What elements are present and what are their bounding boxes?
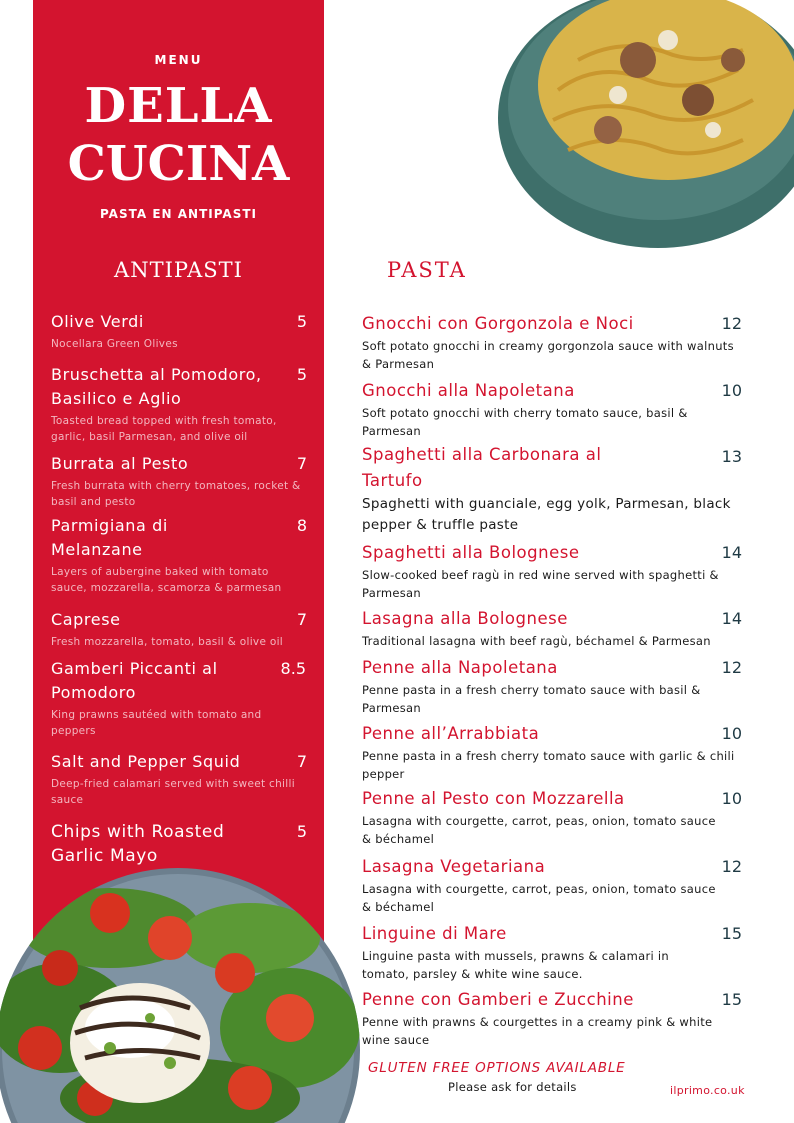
pasta-item-desc: Soft potato gnocchi with cherry tomato sauce, basil & Parmesan	[362, 406, 688, 438]
antipasti-item	[51, 820, 307, 870]
antipasti-item-price: 8	[296, 516, 307, 535]
pasta-item-name: Spaghetti alla Bolognese	[362, 543, 580, 562]
antipasti-item	[51, 750, 307, 808]
pasta-item-desc: Penne with prawns & courgettes in a creamy pink & white wine sauce	[362, 1015, 713, 1047]
gluten-free-note: GLUTEN FREE OPTIONS AVAILABLE	[368, 1060, 626, 1076]
pasta-item-price: 12	[721, 314, 742, 333]
antipasti-item	[51, 657, 307, 739]
pasta-item-name: Penne con Gamberi e Zucchine	[362, 990, 634, 1009]
website-link[interactable]: ilprimo.co.uk	[670, 1084, 745, 1097]
antipasti-item	[51, 363, 307, 445]
pasta-item-price: 13	[721, 447, 742, 466]
pasta-item-desc: Linguine pasta with mussels, prawns & calamari in tomato, parsley & white wine sauce.	[362, 949, 670, 981]
pasta-item	[362, 655, 746, 717]
antipasti-item-price: 5	[296, 312, 307, 331]
restaurant-name-line2: CUCINA	[67, 136, 290, 192]
pasta-item	[362, 540, 746, 602]
menu-label: MENU	[154, 53, 203, 67]
antipasti-item	[51, 608, 307, 650]
antipasti-item-name: Chips with Roasted Garlic Mayo	[51, 822, 225, 866]
antipasti-item	[51, 514, 307, 596]
pasta-item-desc: Spaghetti with guanciale, egg yolk, Parmesan, black pepper & truffle paste	[362, 496, 731, 533]
pasta-item-price: 15	[721, 924, 742, 943]
antipasti-item-name: Caprese	[51, 610, 121, 629]
pasta-item-price: 15	[721, 990, 742, 1009]
pasta-item	[362, 442, 746, 536]
antipasti-item-desc: Fresh mozzarella, tomato, basil & olive oil	[51, 636, 283, 648]
pasta-item-desc: Lasagna with courgette, carrot, peas, onion, tomato sauce & béchamel	[362, 882, 716, 914]
pasta-item-name: Linguine di Mare	[362, 924, 507, 943]
restaurant-name-line1: DELLA	[84, 78, 273, 134]
antipasti-item-desc: Layers of aubergine baked with tomato sauce, mozzarella, scamorza & parmesan	[51, 566, 282, 594]
antipasti-item-desc: Deep-fried calamari served with sweet chilli sauce	[51, 778, 295, 806]
burrata-salad-photo	[0, 868, 362, 1123]
pasta-item-desc: Slow-cooked beef ragù in red wine served with spaghetti & Parmesan	[362, 568, 719, 600]
pasta-item	[362, 921, 746, 983]
pasta-item-name: Penne alla Napoletana	[362, 658, 558, 677]
pasta-heading: PASTA	[387, 258, 467, 282]
pasta-item-desc: Soft potato gnocchi in creamy gorgonzola sauce with walnuts & Parmesan	[362, 339, 734, 371]
pasta-item-desc: Penne pasta in a fresh cherry tomato sauce with basil & Parmesan	[362, 683, 701, 715]
pasta-item-price: 10	[721, 724, 742, 743]
pasta-item-desc: Traditional lasagna with beef ragù, béchamel & Parmesan	[362, 634, 711, 648]
antipasti-item-price: 5	[296, 365, 307, 384]
pasta-item-price: 12	[721, 658, 742, 677]
antipasti-item-name: Bruschetta al Pomodoro, Basilico e Aglio	[51, 365, 262, 408]
pasta-item	[362, 606, 746, 650]
antipasti-item-desc: Nocellara Green Olives	[51, 338, 178, 350]
antipasti-item-price: 8.5	[280, 659, 306, 678]
pasta-item-name: Gnocchi con Gorgonzola e Noci	[362, 314, 634, 333]
antipasti-heading: ANTIPASTI	[114, 258, 243, 282]
antipasti-item-name: Salt and Pepper Squid	[51, 752, 241, 771]
antipasti-item-desc: King prawns sautéed with tomato and peppers	[51, 709, 262, 737]
pasta-item-name: Spaghetti alla Carbonara al Tartufo	[362, 445, 602, 490]
antipasti-item-price: 7	[296, 454, 307, 473]
pasta-item-price: 10	[721, 789, 742, 808]
pasta-item-name: Gnocchi alla Napoletana	[362, 381, 575, 400]
pasta-item-name: Penne al Pesto con Mozzarella	[362, 789, 625, 808]
antipasti-item-price: 5	[296, 822, 307, 841]
pasta-item-name: Lasagna Vegetariana	[362, 857, 546, 876]
pasta-item-desc: Penne pasta in a fresh cherry tomato sauce with garlic & chili pepper	[362, 749, 735, 781]
antipasti-item-name: Gamberi Piccanti al Pomodoro	[51, 659, 218, 702]
pasta-item-price: 10	[721, 381, 742, 400]
pasta-item	[362, 987, 746, 1049]
carbonara-photo	[498, 0, 794, 250]
antipasti-item	[51, 310, 307, 352]
pasta-item-price: 14	[721, 609, 742, 628]
pasta-item-name: Lasagna alla Bolognese	[362, 609, 568, 628]
antipasti-item-desc: Toasted bread topped with fresh tomato, garlic, basil Parmesan, and olive oil	[51, 415, 277, 443]
antipasti-item-name: Parmigiana di Melanzane	[51, 516, 168, 559]
antipasti-item	[51, 452, 307, 510]
antipasti-item-price: 7	[296, 610, 307, 629]
menu-subtitle: PASTA EN ANTIPASTI	[99, 207, 257, 221]
pasta-item-desc: Lasagna with courgette, carrot, peas, onion, tomato sauce & béchamel	[362, 814, 716, 846]
pasta-item-price: 12	[721, 857, 742, 876]
pasta-item	[362, 378, 746, 440]
antipasti-item-name: Burrata al Pesto	[51, 454, 189, 473]
pasta-item-price: 14	[721, 543, 742, 562]
pasta-item	[362, 854, 746, 916]
ask-for-details-note: Please ask for details	[448, 1080, 577, 1094]
antipasti-item-price: 7	[296, 752, 307, 771]
pasta-item	[362, 786, 746, 848]
antipasti-item-name: Olive Verdi	[51, 312, 144, 331]
antipasti-item-desc: Fresh burrata with cherry tomatoes, rocket & basil and pesto	[51, 480, 301, 508]
pasta-item	[362, 311, 746, 373]
pasta-item	[362, 721, 746, 783]
pasta-item-name: Penne all’Arrabbiata	[362, 724, 540, 743]
